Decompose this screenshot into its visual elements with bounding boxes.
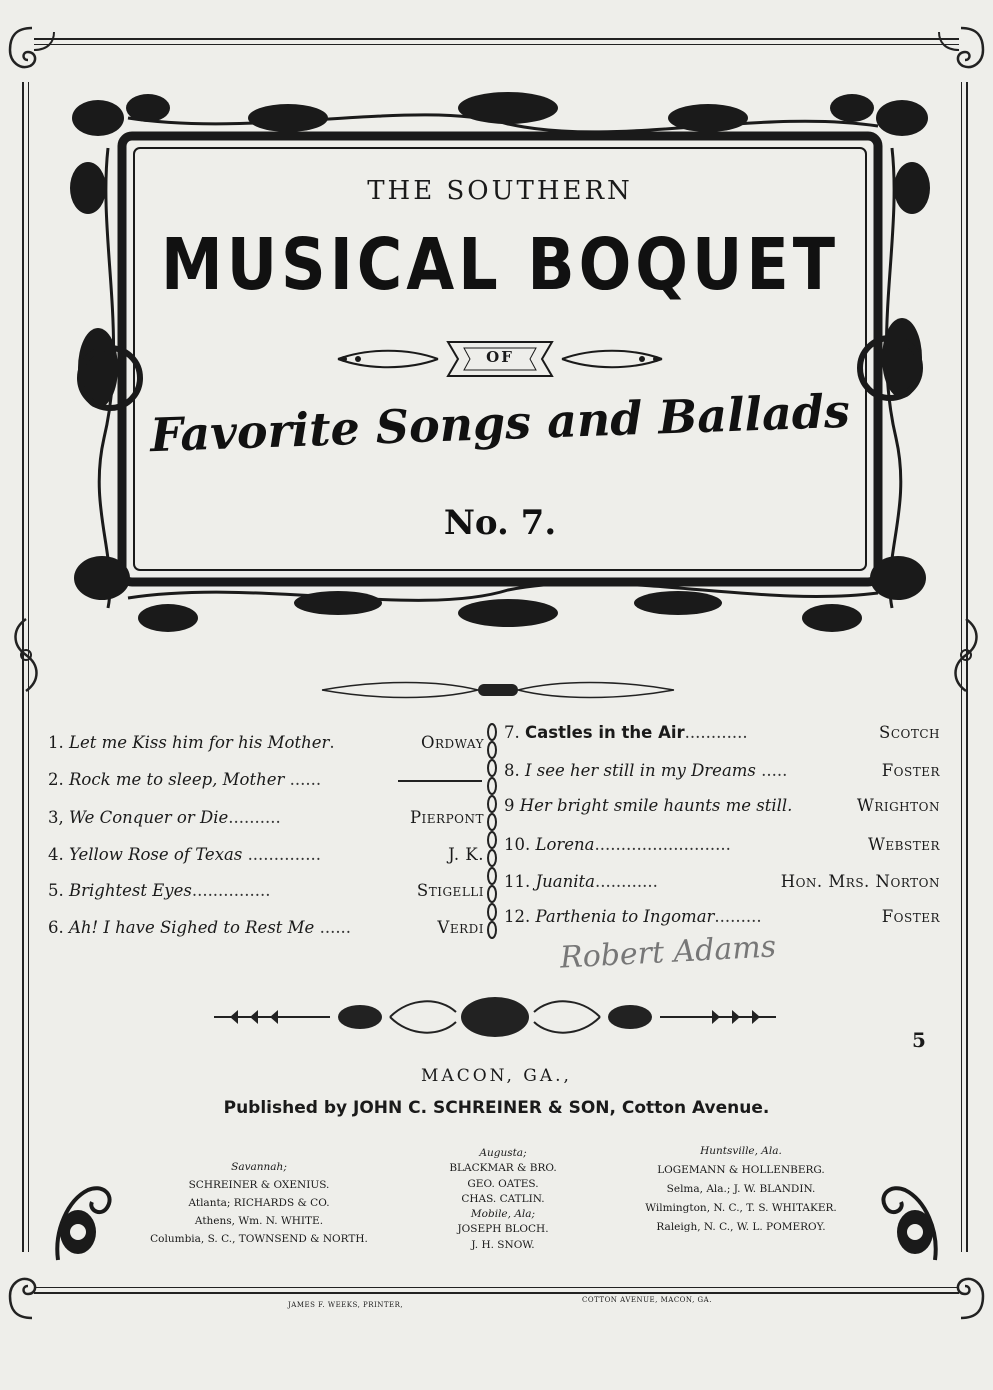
song-author: Pierpont: [409, 808, 484, 827]
song-author: Foster: [881, 907, 940, 926]
song-author: Ordway: [420, 733, 484, 752]
song-author: Foster: [881, 761, 940, 780]
song-item: 12. Parthenia to Ingomar......... Foster: [504, 907, 940, 926]
side-ornament-icon: [6, 615, 46, 695]
title-subtitle: Favorite Songs and Ballads: [149, 383, 851, 463]
border-top: [34, 38, 959, 40]
author-dash: [398, 780, 482, 782]
song-author: Scotch: [879, 723, 940, 742]
song-author: Webster: [867, 835, 940, 854]
song-item: 4. Yellow Rose of Texas .............. J. K.: [48, 845, 484, 864]
title-line-1: THE SOUTHERN: [367, 176, 633, 206]
corner-ornament-icon: [933, 22, 989, 78]
song-author: Stigelli: [416, 881, 484, 900]
song-author: Verdi: [437, 918, 484, 937]
song-item: 8. I see her still in my Dreams ..... Foster: [504, 761, 940, 780]
divider-ornament-icon: [318, 678, 678, 702]
corner-ornament-icon: [4, 1268, 60, 1324]
page-number: 5: [912, 1028, 926, 1052]
of-badge: [442, 336, 558, 382]
agents-column-3: Huntsville, Ala. LOGEMANN & HOLLENBERG. Selma, Ala.; J. W. BLANDIN. Wilmington, N. C., T. S. WHITAKER. Raleigh, N. C., W. L. POMEROY.: [645, 1145, 837, 1233]
griffin-ornament-icon: [48, 1180, 120, 1264]
floral-divider-icon: [210, 992, 780, 1042]
title-main: MUSICAL BOQUET: [161, 222, 839, 307]
song-item: 6. Ah! I have Sighed to Rest Me ...... Verdi: [48, 918, 484, 937]
song-item: 11. Juanita............ Hon. Mrs. Norton: [504, 872, 940, 891]
song-item: 5. Brightest Eyes............... Stigelli: [48, 881, 484, 900]
border-top-inner: [34, 44, 959, 45]
song-item: 9 Her bright smile haunts me still. Wrighton: [504, 796, 940, 815]
song-author: Wrighton: [856, 796, 940, 815]
printer-address: COTTON AVENUE, MACON, GA.: [582, 1296, 712, 1304]
publisher-city: MACON, GA.,: [421, 1066, 572, 1086]
song-item: 1. Let me Kiss him for his Mother. Ordway: [48, 733, 484, 752]
corner-ornament-icon: [933, 1268, 989, 1324]
agents-column-1: Savannah; SCHREINER & OXENIUS. Atlanta; RICHARDS & CO. Athens, Wm. N. WHITE. Columbia, S. C., TOWNSEND & NORTH.: [150, 1161, 368, 1245]
chain-divider-icon: [484, 722, 500, 942]
of-label: OF: [486, 348, 514, 366]
corner-ornament-icon: [4, 22, 60, 78]
issue-number: No. 7.: [443, 503, 557, 543]
side-ornament-icon: [946, 615, 986, 695]
song-author: J. K.: [448, 845, 484, 864]
song-item: 7. Castles in the Air............ Scotch: [504, 723, 940, 742]
border-bottom: [34, 1292, 959, 1294]
handwritten-signature: Robert Adams: [559, 929, 777, 976]
publisher-line: Published by JOHN C. SCHREINER & SON, Cotton Avenue.: [223, 1098, 770, 1118]
printer-credit: JAMES F. WEEKS, PRINTER,: [288, 1301, 404, 1309]
title-cartouche: [58, 78, 942, 638]
song-item: 10. Lorena.......................... Webster: [504, 835, 940, 854]
border-bottom-inner: [34, 1287, 959, 1288]
song-author: Hon. Mrs. Norton: [780, 872, 940, 891]
griffin-ornament-icon: [873, 1180, 945, 1264]
agents-column-2: Augusta; BLACKMAR & BRO. GEO. OATES. CHAS. CATLIN. Mobile, Ala; JOSEPH BLOCH. J. H. SNOW.: [449, 1147, 557, 1251]
song-item: 3, We Conquer or Die.......... Pierpont: [48, 808, 484, 827]
song-item: 2. Rock me to sleep, Mother ......: [48, 770, 484, 789]
